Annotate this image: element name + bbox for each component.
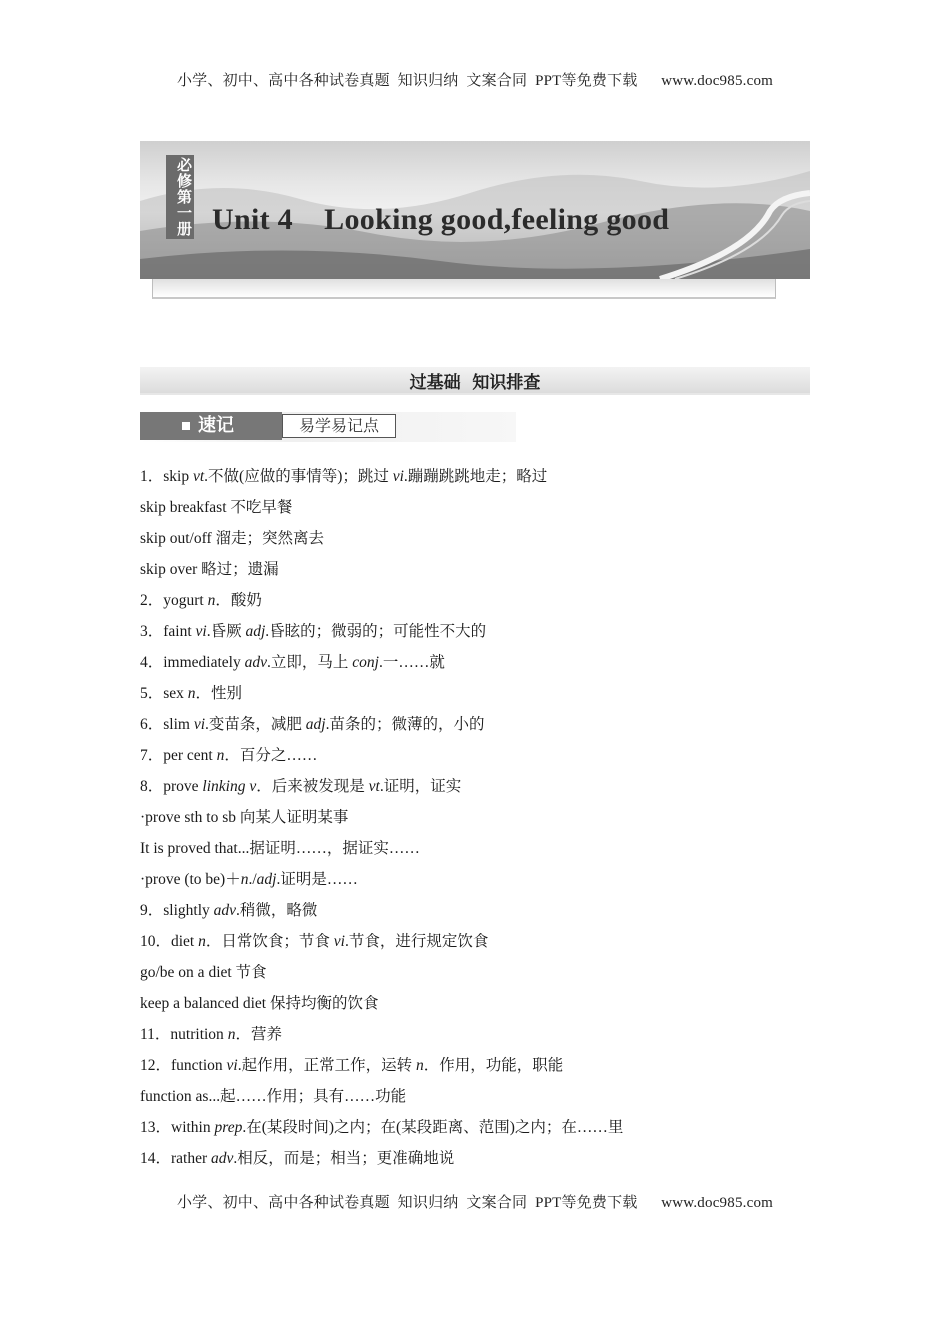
vocabulary-entry: 14．rather adv.相反，而是；相当；更准确地说 — [140, 1150, 455, 1167]
vocabulary-entry: skip breakfast 不吃早餐 — [140, 499, 293, 516]
vocabulary-entry: go/be on a diet 节食 — [140, 964, 267, 981]
vocabulary-entry: ·prove (to be)＋n./adj.证明是…… — [140, 871, 358, 888]
subhead-bar — [140, 412, 516, 442]
subhead-dark-block — [140, 412, 282, 440]
vocabulary-entry: 13．within prep.在(某段时间)之内；在(某段距离、范围)之内；在……里 — [140, 1119, 624, 1136]
vocabulary-entry: 3．faint vi.昏厥 adj.昏眩的；微弱的；可能性不大的 — [140, 623, 487, 640]
vocabulary-entry: 7．per cent n．百分之…… — [140, 747, 318, 764]
vocabulary-entry: skip over 略过；遗漏 — [140, 561, 279, 578]
vocabulary-entry: 4．immediately adv.立即，马上 conj.一……就 — [140, 654, 445, 671]
section-bar — [140, 367, 810, 395]
vocabulary-list — [140, 461, 820, 1174]
vocabulary-entry: 2．yogurt n．酸奶 — [140, 592, 262, 609]
vocabulary-entry: 12．function vi.起作用，正常工作，运转 n．作用，功能，职能 — [140, 1057, 564, 1074]
unit-banner — [140, 141, 810, 279]
textbook-volume-tag: 必修第一册 — [166, 155, 194, 239]
vocabulary-entry: keep a balanced diet 保持均衡的饮食 — [140, 995, 379, 1012]
vocabulary-entry: ·prove sth to sb 向某人证明某事 — [140, 809, 349, 826]
subhead-label-quick: 速记 — [198, 415, 234, 436]
vocabulary-entry: 5．sex n．性别 — [140, 685, 243, 702]
vocabulary-entry: 10．diet n．日常饮食；节食 vi.节食，进行规定饮食 — [140, 933, 489, 950]
page-footer: 小学、初中、高中各种试卷真题 知识归纳 文案合同 PPT等免费下载 www.doc985.com — [176, 1195, 774, 1211]
square-bullet-icon — [182, 422, 190, 430]
page-header: 小学、初中、高中各种试卷真题 知识归纳 文案合同 PPT等免费下载 www.doc985.com — [176, 73, 774, 89]
unit-title: Unit 4 Looking good,feeling good — [212, 203, 670, 236]
vocabulary-entry: 11．nutrition n．营养 — [140, 1026, 282, 1043]
banner-underline — [152, 279, 776, 299]
vocabulary-entry: function as...起……作用；具有……功能 — [140, 1088, 407, 1105]
vocabulary-entry: It is proved that...据证明……，据证实…… — [140, 840, 420, 857]
section-title: 过基础 知识排查 — [409, 373, 541, 393]
subhead-label-easy: 易学易记点 — [282, 414, 396, 438]
vocabulary-entry: 9．slightly adv.稍微，略微 — [140, 902, 318, 919]
vocabulary-entry: 8．prove linking v．后来被发现是 vt.证明，证实 — [140, 778, 462, 795]
vocabulary-entry: 6．slim vi.变苗条，减肥 adj.苗条的；微薄的，小的 — [140, 716, 485, 733]
vocabulary-entry: skip out/off 溜走；突然离去 — [140, 530, 324, 547]
vocabulary-entry: 1．skip vt.不做(应做的事情等)；跳过 vi.蹦蹦跳跳地走；略过 — [140, 468, 548, 485]
